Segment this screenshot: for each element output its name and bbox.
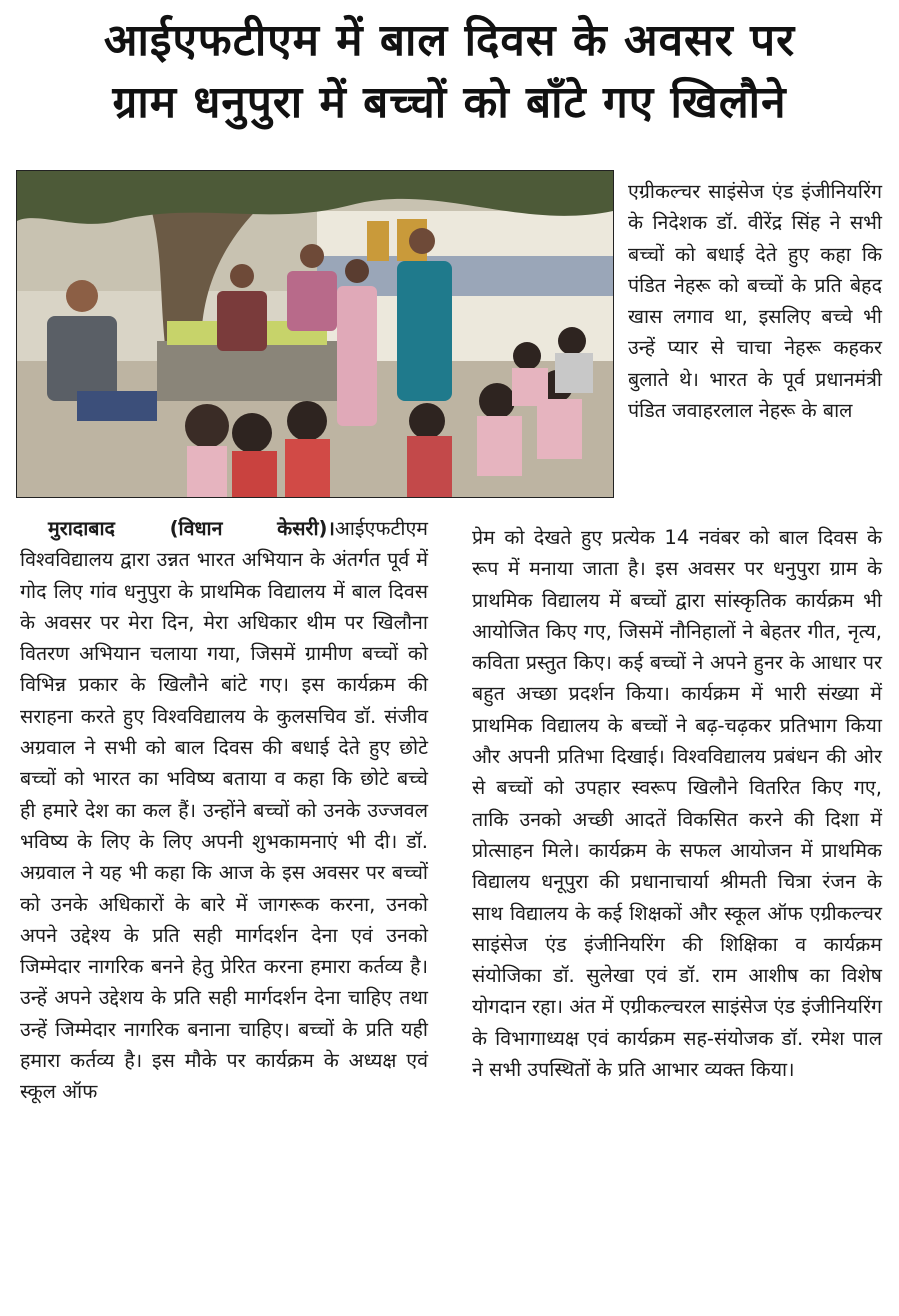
headline-line-1: आईएफटीएम में बाल दिवस के अवसर पर <box>103 15 796 66</box>
news-photo <box>16 170 614 498</box>
article-text-right-top: एग्रीकल्चर साइंसेज एंड इंजीनियरिंग के निदेशक डॉ. वीरेंद्र सिंह ने सभी बच्चों को बधाई देते हुए कहा कि पंडित नेहरू को बच्चों के प्रति बेहद खास लगाव था, इसलिए बच्चे भी उन्हें प्यार से चाचा नेहरू कहकर बुलाते थे। भारत के पूर्व प्रधानमंत्री पंडित जवाहरलाल नेहरू के बाल <box>628 180 882 423</box>
dateline: मुरादाबाद (विधान केसरी)। <box>48 517 335 540</box>
article-column-left <box>20 513 428 1108</box>
article-body-left <box>20 513 428 1108</box>
article-column-right-bottom <box>472 522 882 1085</box>
headline-line-2: ग्राम धनुपुरा में बच्चों को बाँटे गए खिलौने <box>112 77 787 128</box>
article-column-right-top <box>628 176 882 426</box>
article-text-left: आईएफटीएम विश्वविद्यालय द्वारा उन्नत भारत अभियान के अंतर्गत पूर्व में गोद लिए गांव धनुपुरा के प्राथमिक विद्यालय में बाल दिवस के अवसर पर मेरा दिन, मेरा अधिकार थीम पर खिलौना वितरण अभियान चलाया गया, जिसमें ग्रामीण बच्चों को विभिन्न प्रकार के खिलौने बांटे गए। इस कार्यक्रम की सराहना करते हुए विश्वविद्यालय के कुलसचिव डॉ. संजीव अग्रवाल ने सभी को बाल दिवस की बधाई देते हुए छोटे बच्चों को भारत का भविष्य बताया व कहा कि छोटे बच्चे ही हमारे देश का कल हैं। उन्होंने बच्चों को उनके उज्जवल भविष्य के लिए के लिए अपनी शुभकामनाएं भी दी। डॉ. अग्रवाल ने यह भी कहा कि आज के इस अवसर पर बच्चों को उनके अधिकारों के बारे में जागरूक करना, उनको अपने उद्देश्य के प्रति सही मार्गदर्शन देना एवं उनको जिम्मेदार नागरिक बनने हेतु प्रेरित करना हमारा कर्तव्य है। उन्हें अपने उद्देशय के प्रति सही मार्गदर्शन देना चाहिए तथा उन्हें जिम्मेदार नागरिक बनाना चाहिए। बच्चों के प्रति यही हमारा कर्तव्य है। इस मौके पर कार्यक्रम के अध्यक्ष एवं स्कूल ऑफ <box>20 517 428 1104</box>
headline <box>0 10 899 134</box>
article-text-right-bottom: प्रेम को देखते हुए प्रत्येक 14 नवंबर को बाल दिवस के रूप में मनाया जाता है। इस अवसर पर धनुपुरा ग्राम के प्राथमिक विद्यालय में बच्चों द्वारा सांस्कृतिक कार्यक्रम भी आयोजित किए गए, जिसमें नौनिहालों ने बेहतर गीत, नृत्य, कविता प्रस्तुत किए। कई बच्चों ने अपने हुनर के आधार पर बहुत अच्छा प्रदर्शन किया। कार्यक्रम में भारी संख्या में प्राथमिक विद्यालय के बच्चों ने बढ़-चढ़कर प्रतिभाग किया और अपनी प्रतिभा दिखाई। विश्वविद्यालय प्रबंधन की ओर से बच्चों को उपहार स्वरूप खिलौने वितरित किए गए, ताकि उनको अच्छी आदतें विकसित करने की दिशा में प्रोत्साहन मिले। कार्यक्रम के सफल आयोजन में प्राथमिक विद्यालय धनूपुरा की प्रधानाचार्या श्रीमती चित्रा रंजन के साथ विद्यालय के कई शिक्षकों और स्कूल ऑफ एग्रीकल्चर साइंसेज एंड इंजीनियरिंग की शिक्षिका व कार्यक्रम संयोजिका डॉ. सुलेखा एवं डॉ. राम आशीष का विशेष योगदान रहा। अंत में एग्रीकल्चरल साइंसेज एंड इंजीनियरिंग के विभागाध्यक्ष एवं कार्यक्रम सह-संयोजक डॉ. रमेश पाल ने सभी उपस्थितों के प्रति आभार व्यक्त किया। <box>472 526 882 1082</box>
